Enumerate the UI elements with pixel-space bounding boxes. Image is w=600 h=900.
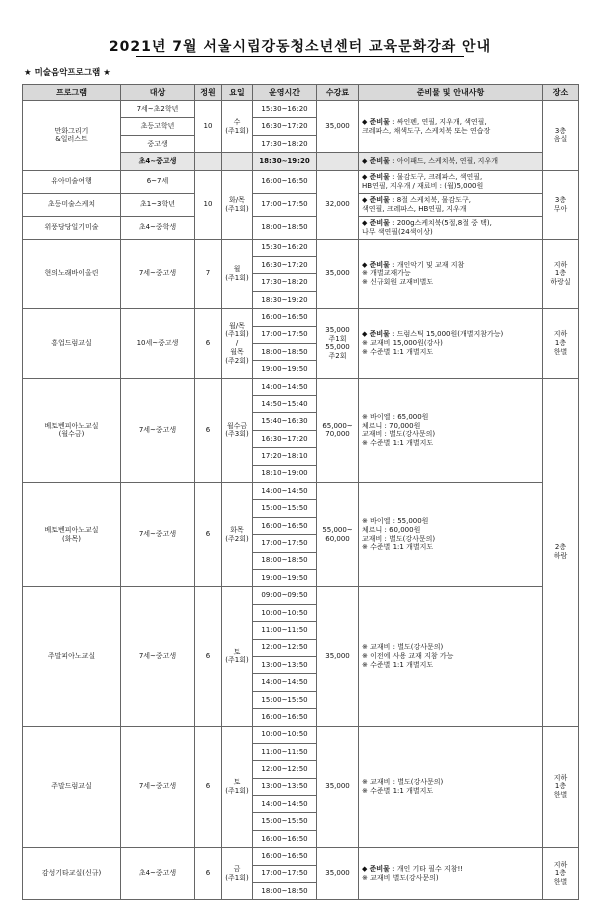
time-cell: 14:00~14:50 — [253, 796, 317, 813]
cell-line: 주1회 — [328, 334, 347, 343]
cell-line: 지하 — [553, 860, 568, 869]
cell-line: 하랑실 — [550, 278, 571, 287]
cell-line: 흥업드럼교실 — [51, 339, 92, 348]
time-cell: 17:00~17:50 — [253, 535, 317, 552]
table-row — [23, 587, 579, 604]
note-line — [362, 874, 540, 883]
note-text: : 물감도구, 크레파스, 색연필, — [389, 172, 483, 181]
cell-line: 주말드럼교실 — [51, 782, 92, 791]
cell-line: (주1회) — [225, 786, 249, 795]
note-label: 준비물 — [369, 865, 390, 874]
note-mark-icon: ※ — [362, 543, 371, 552]
place-cell — [543, 848, 579, 900]
cell-line: (화목) — [62, 534, 81, 543]
cell-line: (주1회) — [225, 330, 249, 339]
cell-line: (주1회) — [225, 126, 249, 135]
time-cell: 12:00~12:50 — [253, 639, 317, 656]
note-line — [362, 526, 540, 535]
note-text: 교재비 : 별도(강사문의) — [370, 778, 444, 787]
cell-line: (주2회) — [225, 356, 249, 365]
note-text: 바이엘 : 65,000원 — [370, 412, 429, 421]
table-header-row — [23, 85, 579, 101]
note-line — [362, 173, 540, 182]
target-cell: 초1~3학년 — [121, 193, 195, 216]
cell-line: 35,000 — [325, 782, 350, 791]
notes-cell — [359, 309, 543, 379]
notes-cell — [359, 216, 543, 239]
cell-line: 월수금 — [226, 421, 248, 430]
time-cell: 18:30~19:20 — [253, 153, 317, 170]
time-cell: 16:00~16:50 — [253, 170, 317, 193]
cell-line: 감성기타교실(신규) — [41, 869, 102, 878]
day-cell — [222, 309, 253, 379]
header-program: 프로그램 — [23, 85, 121, 101]
cell-line: 35,000 — [325, 652, 350, 661]
place-cell — [543, 170, 579, 239]
cell-line: 초등미술스케치 — [47, 200, 96, 209]
notes-cell — [359, 153, 543, 170]
note-text: 체르니 : 70,000원 — [362, 421, 421, 430]
program-name — [23, 101, 121, 171]
place-cell — [543, 726, 579, 848]
title-underline — [136, 56, 464, 57]
program-name — [23, 239, 121, 309]
program-name — [23, 193, 121, 216]
time-cell: 09:00~09:50 — [253, 587, 317, 604]
cell-line: 토 — [233, 778, 241, 787]
time-cell: 11:00~11:50 — [253, 622, 317, 639]
notes-cell — [359, 170, 543, 193]
notes-cell — [359, 587, 543, 726]
time-cell: 18:00~18:50 — [253, 552, 317, 569]
note-mark-icon: ※ — [362, 278, 371, 287]
time-cell: 14:00~14:50 — [253, 674, 317, 691]
diamond-bullet-icon: ◆ — [362, 117, 370, 126]
target-cell: 10세~중고생 — [121, 309, 195, 379]
note-line — [362, 278, 540, 287]
cell-line: (월수금) — [58, 430, 85, 439]
fee-cell — [317, 153, 359, 170]
target-cell: 7세~중고생 — [121, 378, 195, 482]
note-line — [362, 643, 540, 652]
notes-cell — [359, 378, 543, 482]
note-mark-icon: ※ — [362, 269, 371, 278]
time-cell: 15:30~16:20 — [253, 101, 317, 118]
cell-line: (주1회) — [225, 873, 249, 882]
note-text: 바이엘 : 55,000원 — [370, 517, 429, 526]
cell-line: 화/목 — [229, 195, 245, 204]
cell-line: 2층 — [554, 543, 567, 552]
note-text: 수준별 1:1 개별지도 — [370, 543, 434, 552]
target-cell: 7세~중고생 — [121, 483, 195, 587]
cell-line: 수 — [233, 117, 241, 126]
table-row — [23, 101, 579, 118]
target-cell: 초4~중학생 — [121, 216, 195, 239]
cell-line: 금 — [233, 865, 241, 874]
note-text: 수준별 1:1 개별지도 — [370, 660, 434, 669]
note-text: : 200g스케치북(5절,8절 중 택), — [389, 218, 492, 227]
note-label: 준비물 — [369, 218, 390, 227]
cell-line: 만화그리기 — [54, 126, 89, 135]
note-text: 신규회원 교재비별도 — [370, 278, 434, 287]
cell-line: &일러스트 — [55, 135, 88, 144]
cell-line: 베토벤피아노교실 — [44, 525, 99, 534]
cell-line: 1층 — [554, 339, 567, 348]
capacity-cell: 6 — [195, 483, 222, 587]
header-fee: 수강료 — [317, 85, 359, 101]
capacity-cell: 6 — [195, 309, 222, 379]
day-cell — [222, 101, 253, 153]
table-row — [23, 193, 579, 216]
note-line — [362, 543, 540, 552]
note-text: : 싸인펜, 연필, 지우개, 색연필, — [389, 117, 487, 126]
note-text: : 개인 기타 필수 지참!! — [389, 865, 464, 874]
note-label: 준비물 — [369, 172, 390, 181]
time-cell: 18:10~19:00 — [253, 465, 317, 482]
place-cell — [543, 101, 579, 171]
cell-line: 위풍당당일기미술 — [44, 223, 99, 232]
note-mark-icon: ※ — [362, 786, 371, 795]
time-cell: 14:50~15:40 — [253, 396, 317, 413]
time-cell: 16:00~16:50 — [253, 309, 317, 326]
table-row — [23, 483, 579, 500]
note-label: 준비물 — [369, 156, 390, 165]
cell-line: 1층 — [554, 269, 567, 278]
program-name — [23, 483, 121, 587]
cell-line: 주2회 — [328, 352, 347, 361]
diamond-bullet-icon: ◆ — [362, 195, 370, 204]
cell-line: 하람 — [553, 552, 568, 561]
table-row — [23, 848, 579, 865]
header-notes: 준비물 및 안내사항 — [359, 85, 543, 101]
diamond-bullet-icon: ◆ — [362, 156, 370, 165]
cell-line: (주1회) — [225, 656, 249, 665]
diamond-bullet-icon: ◆ — [362, 218, 370, 227]
fee-cell — [317, 483, 359, 587]
note-mark-icon: ※ — [362, 873, 371, 882]
note-text: 나무 색연필(24색이상) — [362, 227, 433, 236]
time-cell: 17:20~18:10 — [253, 448, 317, 465]
time-cell: 19:00~19:50 — [253, 361, 317, 378]
time-cell: 16:00~16:50 — [253, 517, 317, 534]
cell-line: 한별 — [553, 791, 568, 800]
time-cell: 10:00~10:50 — [253, 726, 317, 743]
time-cell: 18:00~18:50 — [253, 216, 317, 239]
program-name — [23, 848, 121, 900]
fee-cell — [317, 239, 359, 309]
fee-cell — [317, 587, 359, 726]
diamond-bullet-icon: ◆ — [362, 865, 370, 874]
cell-line: 화목 — [230, 525, 244, 534]
cell-line: 한별 — [553, 878, 568, 887]
note-line — [362, 413, 540, 422]
day-cell — [222, 587, 253, 726]
note-line — [362, 118, 540, 127]
time-cell: 19:00~19:50 — [253, 569, 317, 586]
note-label: 준비물 — [369, 330, 390, 339]
note-line — [362, 330, 540, 339]
header-capacity: 정원 — [195, 85, 222, 101]
notes-cell — [359, 848, 543, 900]
time-cell: 15:00~15:50 — [253, 500, 317, 517]
note-text: 이전에 사용 교재 지참 가능 — [370, 652, 454, 661]
program-name — [23, 587, 121, 726]
cell-line: 월목 — [230, 347, 244, 356]
note-text: 개별교재가능 — [370, 269, 411, 278]
time-cell: 12:00~12:50 — [253, 761, 317, 778]
note-mark-icon: ※ — [362, 517, 371, 526]
header-target: 대상 — [121, 85, 195, 101]
note-label: 준비물 — [369, 260, 390, 269]
capacity-cell — [195, 153, 222, 170]
cell-line: 35,000 — [325, 269, 350, 278]
note-text: 수준별 1:1 개별지도 — [370, 347, 434, 356]
cell-line: (주3회) — [225, 430, 249, 439]
day-cell — [222, 726, 253, 848]
cell-line: 1층 — [554, 782, 567, 791]
capacity-cell: 7 — [195, 239, 222, 309]
note-mark-icon: ※ — [362, 347, 371, 356]
target-cell: 중고생 — [121, 135, 195, 152]
note-mark-icon: ※ — [362, 778, 371, 787]
capacity-cell: 10 — [195, 101, 222, 153]
cell-line: 60,000 — [325, 534, 350, 543]
time-cell: 15:00~15:50 — [253, 691, 317, 708]
cell-line: 주말피아노교실 — [47, 652, 96, 661]
page-title: 2021년 7월 서울시립강동청소년센터 교육문화강좌 안내 — [108, 39, 492, 55]
day-cell — [222, 153, 253, 170]
note-text: HB연필, 지우개 / 재료비 : (월)5,000원 — [362, 181, 484, 190]
time-cell: 17:30~18:20 — [253, 135, 317, 152]
table-row — [23, 726, 579, 743]
cell-line: 35,000 — [325, 325, 350, 334]
cell-line: 월 — [233, 265, 241, 274]
capacity-cell: 10 — [195, 170, 222, 239]
note-line — [362, 269, 540, 278]
place-cell — [543, 309, 579, 379]
note-line — [362, 205, 540, 214]
capacity-cell: 6 — [195, 378, 222, 482]
time-cell: 17:00~17:50 — [253, 865, 317, 882]
table-body — [23, 101, 579, 900]
time-cell: 17:00~17:50 — [253, 193, 317, 216]
table-row — [23, 170, 579, 193]
cell-line: 유아미술여행 — [51, 177, 92, 186]
fee-cell — [317, 309, 359, 379]
day-cell — [222, 848, 253, 900]
table-row — [23, 309, 579, 326]
cell-line: 한별 — [553, 347, 568, 356]
time-cell: 18:00~18:50 — [253, 343, 317, 360]
cell-line: 55,000~ — [322, 525, 353, 534]
note-mark-icon: ※ — [362, 439, 371, 448]
cell-line: 3층 — [554, 126, 567, 135]
cell-line: 55,000 — [325, 343, 350, 352]
cell-line: 지하 — [553, 260, 568, 269]
note-line — [362, 517, 540, 526]
day-cell — [222, 239, 253, 309]
note-mark-icon: ※ — [362, 412, 371, 421]
program-name — [23, 309, 121, 379]
target-cell: 7세~중고생 — [121, 726, 195, 848]
note-line — [362, 228, 540, 237]
cell-line: 1층 — [554, 869, 567, 878]
note-line — [362, 182, 540, 191]
note-line — [362, 339, 540, 348]
note-mark-icon: ※ — [362, 660, 371, 669]
time-cell: 13:00~13:50 — [253, 778, 317, 795]
time-cell: 15:40~16:30 — [253, 413, 317, 430]
target-cell: 초등고학년 — [121, 118, 195, 135]
diamond-bullet-icon: ◆ — [362, 260, 370, 269]
note-mark-icon: ※ — [362, 652, 371, 661]
program-name — [23, 170, 121, 193]
cell-line: 음실 — [553, 135, 568, 144]
program-table — [22, 84, 579, 900]
note-text: : 드럼스틱 15,000원(개별지참가능) — [389, 330, 504, 339]
time-cell: 18:30~19:20 — [253, 291, 317, 308]
time-cell: 15:00~15:50 — [253, 813, 317, 830]
note-line — [362, 348, 540, 357]
time-cell: 13:00~13:50 — [253, 656, 317, 673]
diamond-bullet-icon: ◆ — [362, 172, 370, 181]
note-label: 준비물 — [369, 195, 390, 204]
table-row — [23, 216, 579, 239]
time-cell: 16:30~17:20 — [253, 430, 317, 447]
note-line — [362, 157, 540, 166]
time-cell: 16:30~17:20 — [253, 118, 317, 135]
header-place: 장소 — [543, 85, 579, 101]
note-text: 색연필, 크레파스, HB연필, 지우개 — [362, 204, 467, 213]
cell-line: (주1회) — [225, 204, 249, 213]
time-cell: 14:00~14:50 — [253, 378, 317, 395]
program-name — [23, 216, 121, 239]
notes-cell — [359, 193, 543, 216]
time-cell: 16:00~16:50 — [253, 848, 317, 865]
fee-cell — [317, 378, 359, 482]
day-cell — [222, 483, 253, 587]
note-line — [362, 865, 540, 874]
note-text: : 아이패드, 스케치북, 연필, 지우개 — [389, 156, 498, 165]
target-cell: 초4~중고생 — [121, 848, 195, 900]
notes-cell — [359, 483, 543, 587]
fee-cell — [317, 726, 359, 848]
note-line — [362, 219, 540, 228]
cell-line: 월/목 — [229, 321, 245, 330]
target-cell: 7세~초2학년 — [121, 101, 195, 118]
fee-cell — [317, 101, 359, 153]
note-line — [362, 439, 540, 448]
time-cell: 16:00~16:50 — [253, 830, 317, 847]
cell-line: 70,000 — [325, 430, 350, 439]
note-text: 교재비 : 별도(강사문의) — [370, 643, 444, 652]
time-cell: 14:00~14:50 — [253, 483, 317, 500]
cell-line: 지하 — [553, 330, 568, 339]
note-text: : 개인악기 및 교재 지참 — [389, 260, 465, 269]
cell-line: / — [235, 339, 239, 348]
note-text: 교재비 별도(강사문의) — [370, 873, 439, 882]
note-line — [362, 196, 540, 205]
program-name — [23, 726, 121, 848]
place-cell — [543, 378, 579, 726]
day-cell — [222, 170, 253, 239]
place-cell — [543, 239, 579, 309]
cell-line: (주1회) — [225, 273, 249, 282]
table-row — [23, 239, 579, 256]
note-line — [362, 430, 540, 439]
note-text: 크레파스, 채색도구, 스케치북 또는 연습장 — [362, 126, 491, 135]
target-cell: 7세~중고생 — [121, 587, 195, 726]
target-cell: 초4~중고생 — [121, 153, 195, 170]
cell-line: 35,000 — [325, 122, 350, 131]
cell-line: (주2회) — [225, 534, 249, 543]
note-mark-icon: ※ — [362, 339, 371, 348]
table-row — [23, 378, 579, 395]
time-cell: 18:00~18:50 — [253, 883, 317, 900]
capacity-cell: 6 — [195, 848, 222, 900]
header-day: 요일 — [222, 85, 253, 101]
note-text: 교재비 : 별도(강사문의) — [362, 430, 436, 439]
target-cell: 6~7세 — [121, 170, 195, 193]
note-text: 체르니 : 60,000원 — [362, 525, 421, 534]
capacity-cell: 6 — [195, 726, 222, 848]
cell-line: 현의노래바이올린 — [44, 269, 99, 278]
note-mark-icon: ※ — [362, 643, 371, 652]
fee-cell: 32,000 — [317, 170, 359, 239]
note-text: 수준별 1:1 개별지도 — [370, 786, 434, 795]
note-label: 준비물 — [369, 117, 390, 126]
cell-line: 베토벤피아노교실 — [44, 421, 99, 430]
note-text: 수준별 1:1 개별지도 — [370, 439, 434, 448]
time-cell: 15:30~16:20 — [253, 239, 317, 256]
time-cell: 10:00~10:50 — [253, 604, 317, 621]
cell-line: 3층 — [554, 195, 567, 204]
cell-line: 토 — [233, 647, 241, 656]
header-time: 운영시간 — [253, 85, 317, 101]
note-line — [362, 652, 540, 661]
time-cell: 17:30~18:20 — [253, 274, 317, 291]
notes-cell — [359, 726, 543, 848]
capacity-cell: 6 — [195, 587, 222, 726]
note-text: 교재비 : 별도(강사문의) — [362, 534, 436, 543]
diamond-bullet-icon: ◆ — [362, 330, 370, 339]
fee-cell — [317, 848, 359, 900]
notes-cell — [359, 101, 543, 153]
time-cell: 16:30~17:20 — [253, 256, 317, 273]
time-cell: 17:00~17:50 — [253, 326, 317, 343]
note-line — [362, 661, 540, 670]
note-text: 교재비 15,000원(강사) — [370, 339, 443, 348]
cell-line: 65,000~ — [322, 421, 353, 430]
section-subtitle: ★ 미술음악프로그램 ★ — [24, 68, 111, 78]
cell-line: 지하 — [553, 773, 568, 782]
note-line — [362, 787, 540, 796]
note-line — [362, 127, 540, 136]
time-cell: 11:00~11:50 — [253, 743, 317, 760]
day-cell — [222, 378, 253, 482]
program-name — [23, 378, 121, 482]
time-cell: 16:00~16:50 — [253, 709, 317, 726]
cell-line: 35,000 — [325, 869, 350, 878]
note-text: : 8절 스케치북, 물감도구, — [389, 195, 471, 204]
notes-cell — [359, 239, 543, 309]
cell-line: 무아 — [553, 204, 568, 213]
target-cell: 7세~중고생 — [121, 239, 195, 309]
note-line — [362, 778, 540, 787]
